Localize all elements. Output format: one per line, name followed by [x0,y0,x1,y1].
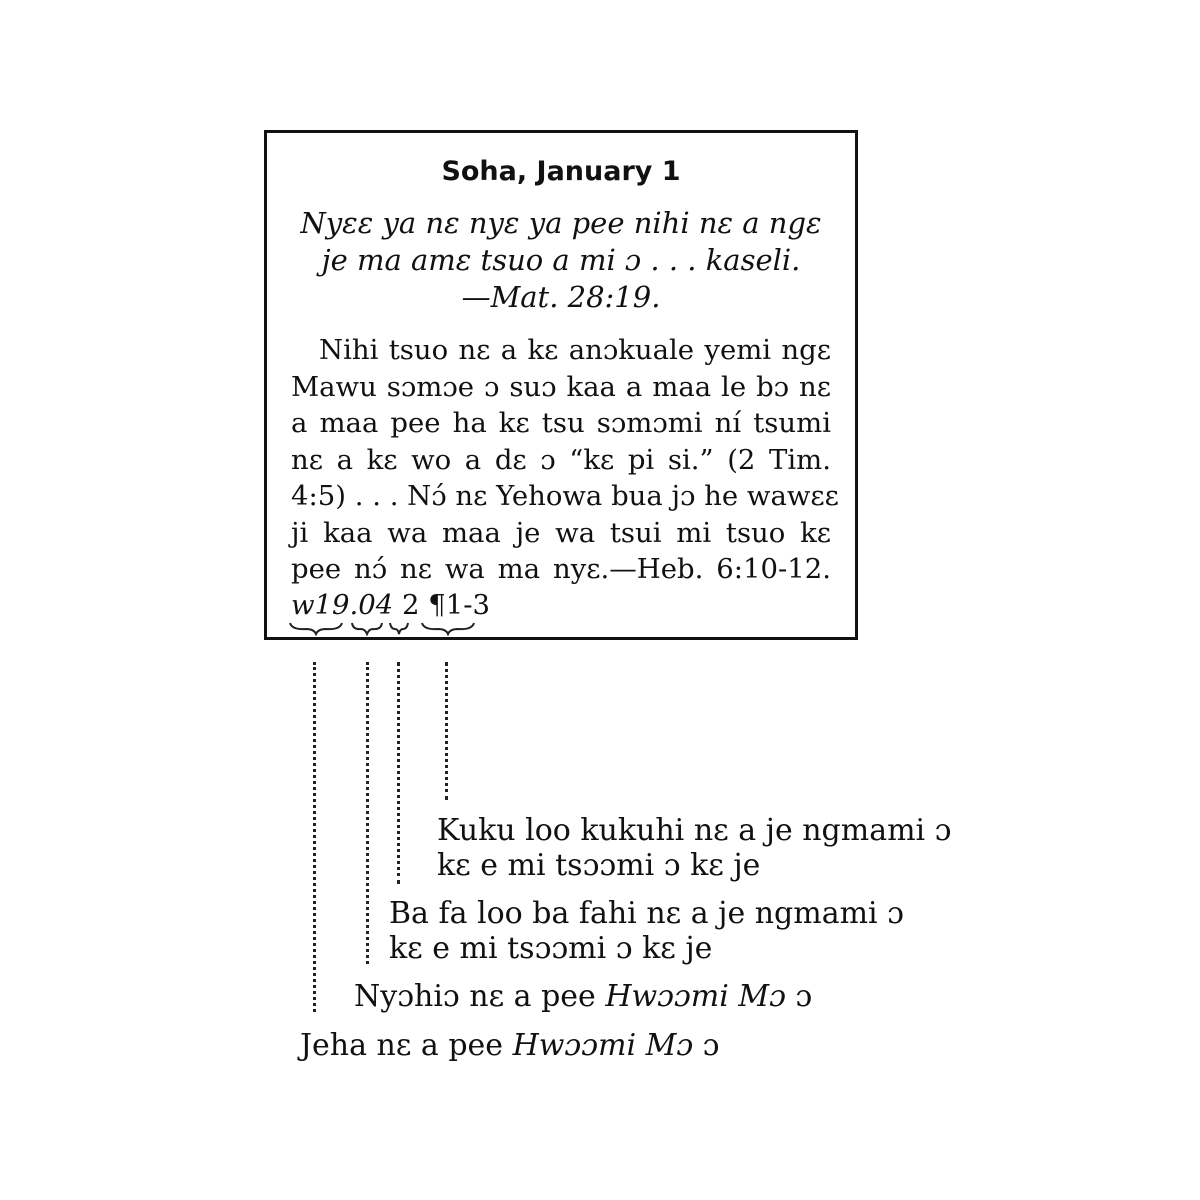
paragraphs-brace-icon [420,620,476,636]
page-brace-icon [388,620,410,636]
issue-brace-icon [350,620,384,636]
verse-line: Nyεε ya nε nyε ya pee nihi nε a ngε [300,206,822,240]
verse-line: je ma amε tsuo a mi ɔ . . . kaseli. [321,243,801,277]
paragraphs-leader-line [445,662,448,800]
paragraph-line: Nihi tsuo nε a kε anɔkuale yemi ngε [319,334,831,366]
daily-text-card [264,130,858,640]
issue-leader-line [366,662,369,964]
paragraph-line: pee nɔ́ nε wa ma nyε.—Heb. 6:10-12. [291,553,831,585]
paragraphs-label: Kuku loo kukuhi nε a je ngmami ɔ kε e mi tsɔɔmi ɔ kε je [437,813,952,883]
date-heading: Soha, January 1 [441,156,681,187]
reference-publication: w19.04 [291,589,394,621]
year-label: Jeha nε a pee Hwɔɔmi Mɔ ɔ [300,1028,720,1063]
paragraph-line: 4:5) . . . Nɔ́ nε Yehowa bua jɔ he wawεε [291,480,839,512]
comment-paragraph [291,332,839,588]
year-leader-line [313,662,316,1012]
year-brace-icon [288,620,344,636]
reference-paragraphs: ¶1-3 [428,589,491,621]
page-label: Ba fa loo ba fahi nε a je ngmami ɔ kε e mi tsɔɔmi ɔ kε je [389,896,904,966]
paragraph-line: ji kaa wa maa je wa tsui mi tsuo kε [291,516,831,549]
page-leader-line [397,662,400,884]
reference-page: 2 [402,589,420,621]
verse-citation: —Mat. 28:19. [461,280,661,314]
paragraph-line: nε a kε wo a dε ɔ “kε pi si.” (2 Tim. [291,443,831,476]
paragraph-line: a maa pee ha kε tsu sɔmɔmi ní tsumi [291,407,831,439]
paragraph-line: Mawu sɔmɔe ɔ suɔ kaa a maa le bɔ nε [291,370,831,403]
theme-verse [277,205,845,316]
issue-label: Nyɔhiɔ nε a pee Hwɔɔmi Mɔ ɔ [354,979,813,1014]
source-reference [291,587,490,623]
